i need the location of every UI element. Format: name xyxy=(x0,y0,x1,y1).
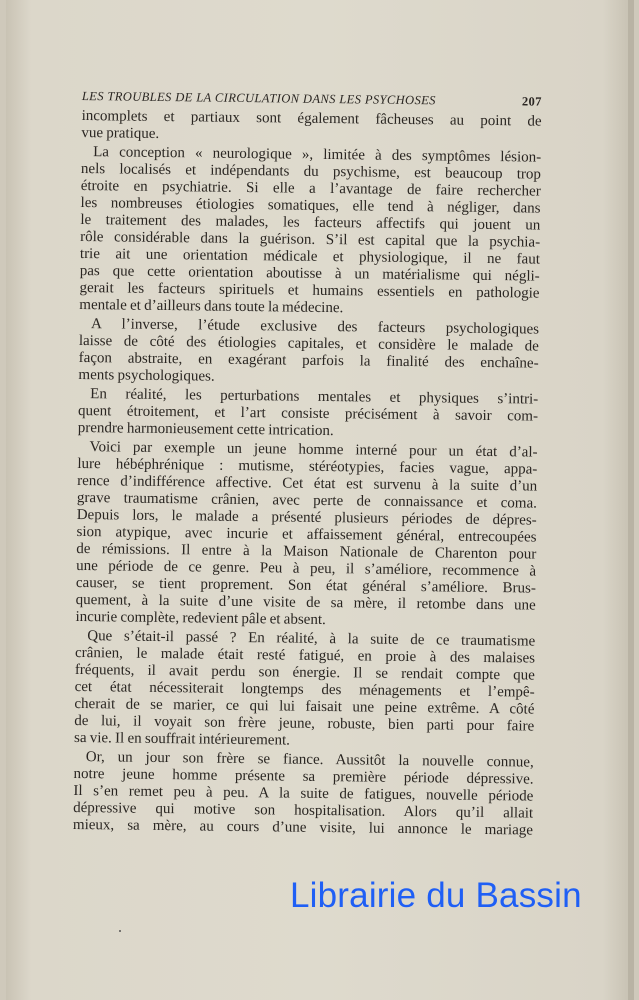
paragraph xyxy=(79,144,541,320)
text-line: vue pratique. xyxy=(81,124,160,142)
paragraph xyxy=(73,749,534,840)
body-text xyxy=(73,108,542,840)
text-line: trie ait une orientation médicale et physiologique, il ne faut xyxy=(79,245,541,268)
text-line: prendre harmonieusement cette intrication. xyxy=(77,419,334,440)
text-line: causer, se tient proprement. Son état général s’améliore. Brus- xyxy=(75,574,536,597)
running-title: LES TROUBLES DE LA CIRCULATION DANS LES PSYCHOSES xyxy=(81,88,436,107)
paragraph xyxy=(75,439,537,632)
running-header xyxy=(82,86,542,112)
text-line: gerait les facteurs spirituels et humains essentiels en pathologie xyxy=(79,279,540,302)
text-line: rence d’indifférence affective. Cet état est survenu à la suite d’un xyxy=(77,472,538,495)
text-line: mentale et d’ailleurs dans toute la médecine. xyxy=(79,296,344,317)
text-line: dépressive qui motive son hospitalisation. Alors qu’il allait xyxy=(73,799,534,822)
text-line: laisse de côté des étiologies capitales, et considère le malade de xyxy=(78,332,539,355)
text-line: A l’inverse, l’étude exclusive des facteurs psychologiques xyxy=(90,316,540,338)
print-speck xyxy=(119,930,121,932)
paragraph xyxy=(81,108,541,148)
paragraph xyxy=(74,628,535,753)
text-line: ments psychologiques. xyxy=(78,366,215,385)
text-line: cet état nécessiterait longtemps des ménagements et l’empê- xyxy=(74,678,535,701)
text-line: Or, un jour son frère se fiance. Aussitôt la nouvelle connue, xyxy=(85,749,534,771)
paragraph xyxy=(78,386,539,443)
text-line: façon abstraite, en exagérant parfois la finalité des enchaîne- xyxy=(78,349,539,372)
page-number: 207 xyxy=(521,93,542,109)
book-page xyxy=(6,0,634,1000)
paragraph xyxy=(78,316,539,390)
text-line: Que s’était-il passé ? En réalité, à la suite de ce traumatisme xyxy=(87,628,536,650)
text-line: rôle considérable dans la guérison. S’il est capital que la psychia- xyxy=(80,228,541,251)
page-content xyxy=(73,86,542,842)
text-line: notre jeune homme présente sa première période dépressive. xyxy=(73,765,534,788)
text-line: incomplets et partiaux sont également fâcheuses au point de xyxy=(81,107,542,130)
text-line: sion atypique, avec incurie et affaissement général, entrecoupées xyxy=(76,523,537,546)
text-line: le traitement des malades, les facteurs affectifs qui jouent un xyxy=(80,211,541,234)
text-line: de rémissions. Il entre à la Maison Nationale de Charenton pour xyxy=(76,540,537,563)
text-line: nels localisés et indépendants du psychisme, est beaucoup trop xyxy=(80,160,542,183)
text-line: une période de ce genre. Peu à peu, il s’améliore, recommence à xyxy=(76,557,537,580)
text-line: La conception « neurologique », limitée à des symptômes lésion- xyxy=(93,144,542,166)
text-line: mieux, sa mère, au cours d’une visite, lui annonce le mariage xyxy=(72,816,534,839)
text-line: pas que cette orientation aboutisse à un matérialisme qui négli- xyxy=(79,262,540,285)
text-line: quent étroitement, et l’art consiste précisément à savoir com- xyxy=(77,402,539,425)
text-line: Depuis lors, le malade a présenté plusieurs périodes de dépres- xyxy=(76,506,537,529)
text-line: incurie complète, redevient pâle et absent. xyxy=(75,608,326,629)
text-line: sa vie. Il en souffrait intérieurement. xyxy=(73,729,291,749)
text-line: En réalité, les perturbations mentales et physiques s’intri- xyxy=(90,386,539,408)
text-line: Voici par exemple un jeune homme interné pour un état d’al- xyxy=(89,439,538,461)
text-line: cherait de se marier, ce qui lui faisait une peine extrême. A côté xyxy=(74,695,535,718)
text-line: Il s’en remet peu à peu. A la suite de fatigues, nouvelle période xyxy=(73,782,534,805)
text-line: lure hébéphrénique : mutisme, stéréotypies, facies vague, appa- xyxy=(77,455,538,478)
watermark: Librairie du Bassin xyxy=(290,876,582,915)
text-line: grave traumatisme crânien, avec perte de connaissance et coma. xyxy=(76,489,538,512)
page-edge xyxy=(628,0,634,1000)
text-line: de lui, il voyait son frère jeune, robuste, bien parti pour faire xyxy=(74,712,535,735)
text-line: crânien, le malade était resté fatigué, en proie à des malaises xyxy=(74,644,536,667)
text-line: fréquents, il avait perdu son énergie. Il se rendait compte que xyxy=(74,661,535,684)
text-line: étroite en psychiatrie. Si elle a l’avantage de faire rechercher xyxy=(80,177,541,200)
text-line: quement, à la suite d’une visite de sa mère, il retombe dans une xyxy=(75,591,536,614)
text-line: les nombreuses étiologies somatiques, elle tend à négliger, dans xyxy=(80,194,541,217)
